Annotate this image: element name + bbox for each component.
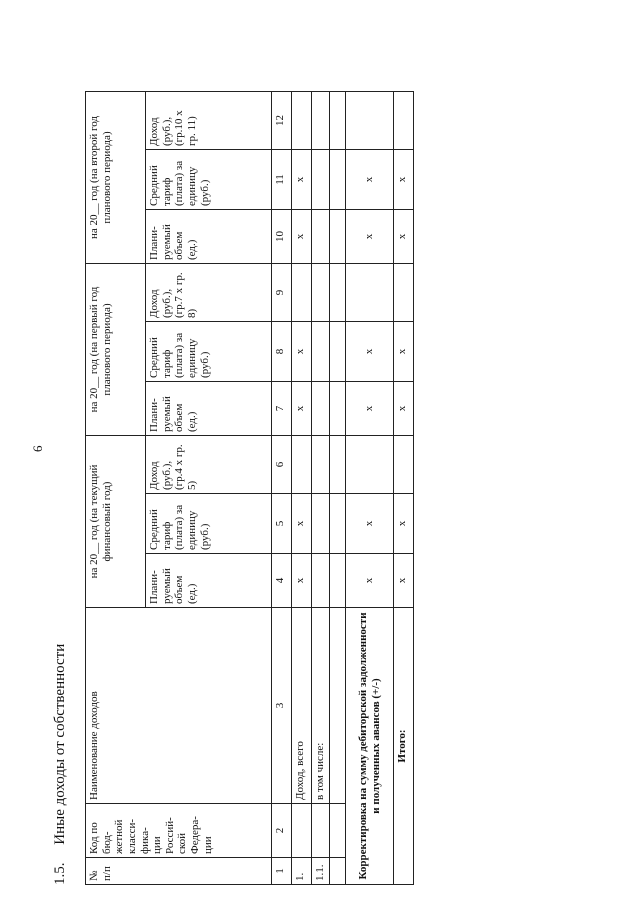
x-mark: x [346,554,394,608]
row-name: Корректировка на сумму дебиторской задолженности и полученных авансов (+/-) [346,608,394,885]
header-volume: Плани- руемый объем (ед.) [146,210,272,264]
header-period-current: на 20__ год (на текущий финансовый год) [86,436,146,608]
income-table [85,91,414,885]
page-number: 6 [30,445,45,452]
x-mark: x [346,494,394,554]
col-number: 11 [272,150,292,210]
col-number: 9 [272,264,292,322]
header-income: Доход (руб.), (гр.4 х гр. 5) [146,436,272,494]
x-mark: x [394,494,414,554]
col-number: 4 [272,554,292,608]
header-period-first: на 20__ год (на первый год планового периода) [86,264,146,436]
x-mark: x [292,210,312,264]
x-mark: x [292,150,312,210]
row-name: в том числе: [312,608,330,804]
x-mark: x [346,382,394,436]
header-tariff: Средний тариф (плата) за единицу (руб.) [146,494,272,554]
section-heading [52,644,69,885]
col-number: 12 [272,92,292,150]
x-mark: x [394,322,414,382]
header-tariff: Средний тариф (плата) за единицу (руб.) [146,150,272,210]
header-income: Доход (руб.), (гр.10 х гр. 11) [146,92,272,150]
x-mark: x [346,210,394,264]
x-mark: x [394,210,414,264]
header-num: № п/п [86,858,272,885]
header-volume: Плани- руемый объем (ед.) [146,554,272,608]
table-row [330,92,346,885]
table-row [394,92,414,885]
x-mark: x [394,554,414,608]
x-mark: x [394,150,414,210]
col-number: 2 [272,804,292,858]
header-tariff: Средний тариф (плата) за единицу (руб.) [146,322,272,382]
header-income: Доход (руб.), (гр.7 х гр. 8) [146,264,272,322]
col-number: 7 [272,382,292,436]
col-number: 6 [272,436,292,494]
header-period-second: на 20__ год (на второй год планового периода) [86,92,146,264]
col-number: 8 [272,322,292,382]
x-mark: x [394,382,414,436]
header-kbk: Код по бюд- жетной класси- фика- ции Россий- ской Федера- ции [86,804,272,858]
header-name: Наименование доходов [86,608,272,804]
x-mark: x [292,322,312,382]
section-number: 1.5. [52,862,68,885]
row-name: Доход, всего [292,608,312,804]
row-num: 1. [292,858,312,885]
table-row [346,92,394,885]
x-mark: x [292,494,312,554]
table-row [312,92,330,885]
col-number: 1 [272,858,292,885]
x-mark: x [346,150,394,210]
col-number: 10 [272,210,292,264]
col-number: 3 [272,608,292,804]
column-numbers-row [272,92,292,885]
table-row [292,92,312,885]
x-mark: x [292,554,312,608]
header-volume: Плани- руемый объем (ед.) [146,382,272,436]
rotated-sheet [44,60,614,905]
x-mark: x [292,382,312,436]
x-mark: x [346,322,394,382]
section-title: Иные доходы от собственности [52,643,68,845]
row-num: 1.1. [312,858,330,885]
total-label: Итого: [394,608,414,885]
col-number: 5 [272,494,292,554]
